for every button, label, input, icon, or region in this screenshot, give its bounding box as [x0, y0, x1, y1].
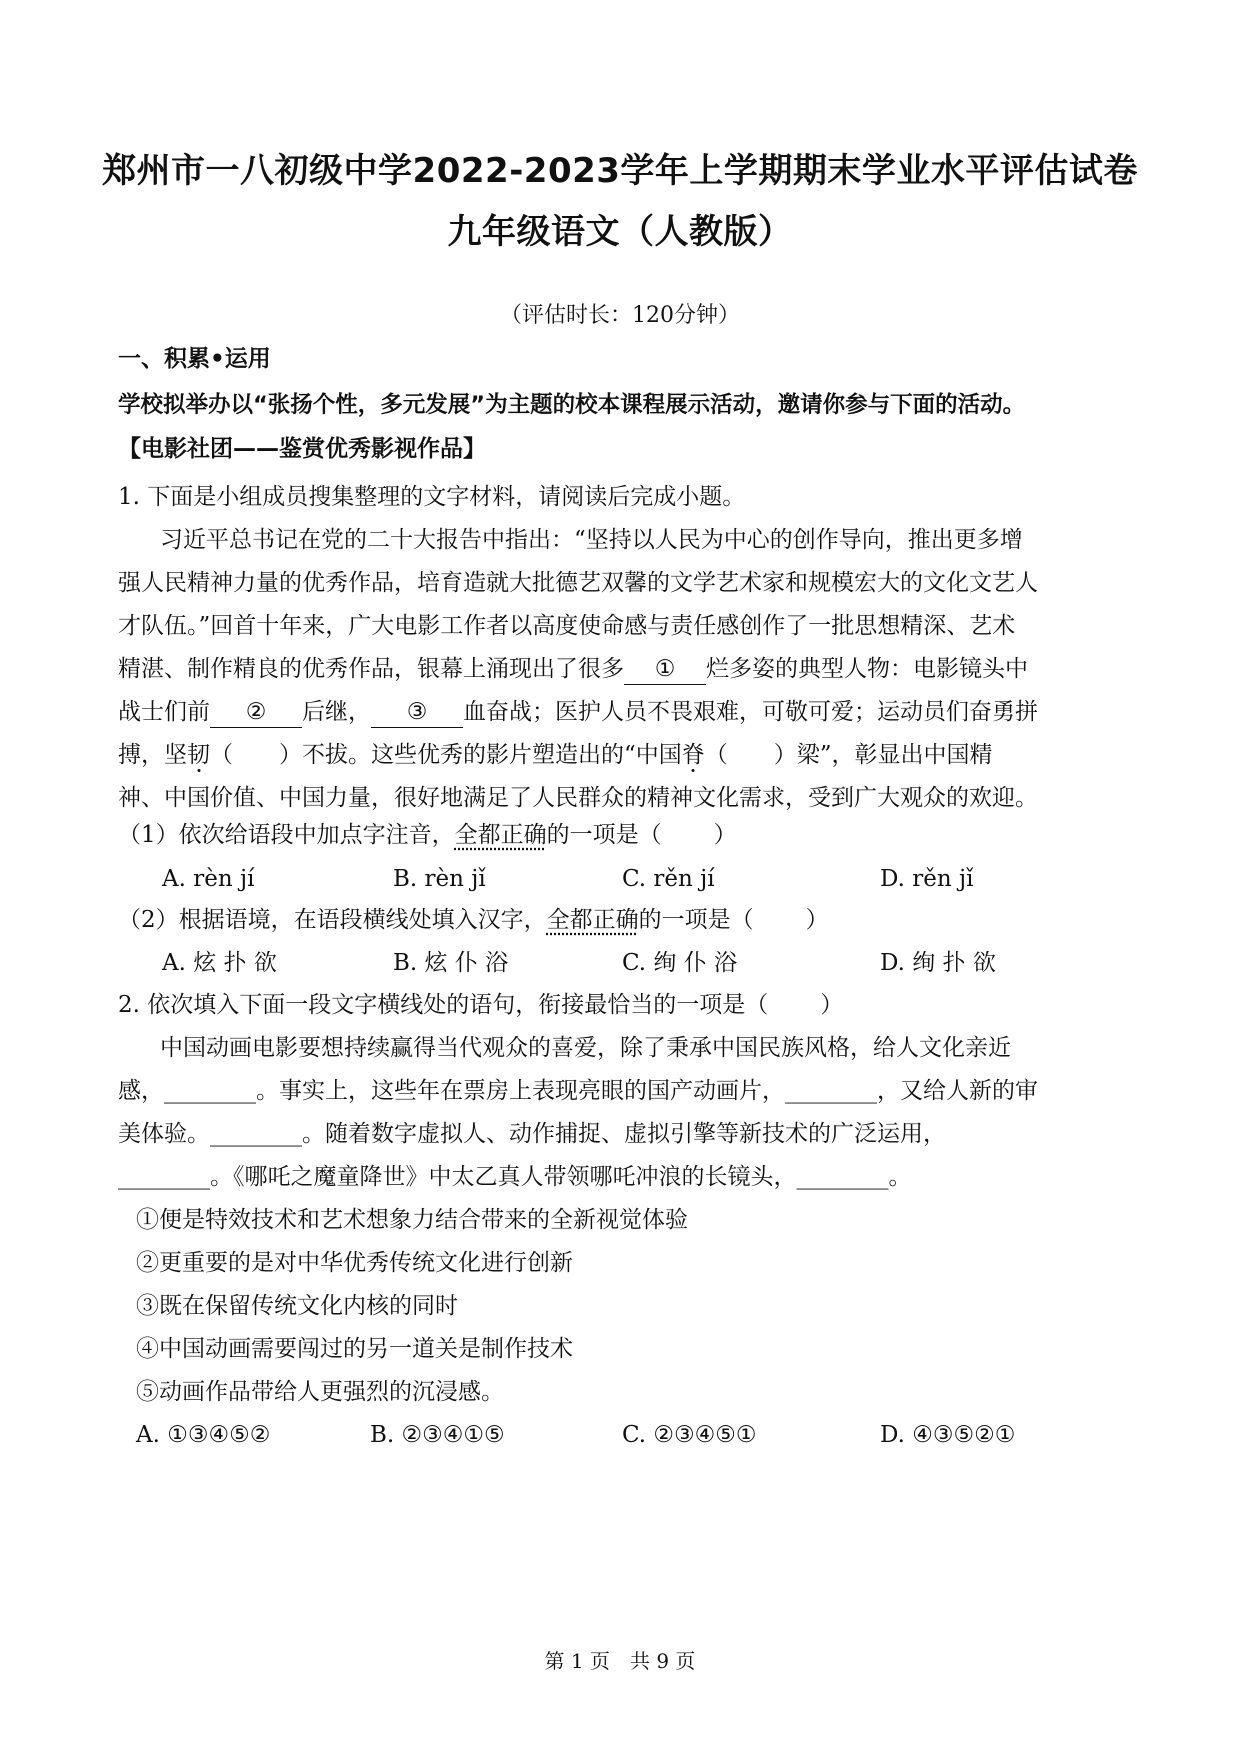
stem-text: （2）根据语境，在语段横线处填入汉字， [118, 907, 547, 933]
exam-title: 郑州市一八初级中学2022-2023学年上学期期末学业水平评估试卷 [102, 151, 1138, 191]
q2-item: ⑤动画作品带给人更强烈的沉浸感。 [136, 1379, 504, 1405]
q1-passage-line: 神、中国价值、中国力量，很好地满足了人民群众的精神文化需求，受到广大观众的欢迎。 [118, 785, 1038, 811]
q2-item: ②更重要的是对中华优秀传统文化进行创新 [136, 1250, 573, 1276]
q1-sub1-option-d: D. rěn jǐ [880, 866, 974, 892]
q2-item: ③既在保留传统文化内核的同时 [136, 1293, 458, 1319]
q1-passage-line: 才队伍。”回首十年来，广大电影工作者以高度使命感与责任感创作了一批思想精深、艺术 [118, 613, 1016, 639]
emphasis-text: 全都正确 [546, 907, 639, 933]
q2-option-b: B. ②③④①⑤ [370, 1422, 505, 1448]
q2-passage-line: 美体验。________。随着数字虚拟人、动作捕捉、虚拟引擎等新技术的广泛运用， [118, 1121, 946, 1147]
blank-3: ③ [371, 697, 463, 728]
q1-passage-line: 强人民精神力量的优秀作品，培育造就大批德艺双馨的文学艺术家和规模宏大的文化文艺人 [118, 570, 1038, 596]
q2-item: ①便是特效技术和艺术想象力结合带来的全新视觉体验 [136, 1207, 688, 1233]
q2-passage-line: 中国动画电影要想持续赢得当代观众的喜爱，除了秉承中国民族风格，给人文化亲近 [160, 1035, 1011, 1061]
stem-text: 的一项是（ [546, 822, 662, 848]
q1-sub1-option-c: C. rěn jí [622, 866, 715, 892]
stem-text: （1）依次给语段中加点字注音， [118, 822, 455, 848]
q1-sub2-option-d: D. 绚 扑 欲 [880, 950, 996, 976]
q2-option-a: A. ①③④⑤② [136, 1422, 271, 1448]
exam-duration: （评估时长：120分钟） [500, 303, 740, 328]
section-intro: 学校拟举办以“张扬个性，多元发展”为主题的校本课程展示活动，邀请你参与下面的活动。 [118, 392, 1026, 418]
stem-text: ） [713, 822, 737, 848]
q1-passage-line [118, 654, 1028, 685]
q1-sub2-option-a: A. 炫 扑 欲 [162, 950, 277, 976]
q1-sub1-option-a: A. rèn jí [162, 866, 255, 892]
passage-text: 血奋战；医护人员不畏艰难，可敬可爱；运动员们奋勇拼 [463, 699, 1038, 725]
q1-stem: 1. 下面是小组成员搜集整理的文字材料，请阅读后完成小题。 [118, 484, 746, 510]
passage-text: 烂多姿的典型人物：电影镜头中 [706, 656, 1028, 682]
q1-passage-line [118, 697, 1038, 728]
passage-text: （ [704, 742, 728, 768]
q1-sub1-stem [118, 820, 737, 850]
emphasis-text: 全都正确 [454, 822, 547, 848]
page-footer: 第 1 页 共 9 页 [544, 1649, 696, 1673]
passage-text: ）梁”，彰显出中国精 [773, 742, 993, 768]
q1-sub2-stem [118, 905, 829, 935]
blank-1: ① [624, 654, 706, 685]
q2-item: ④中国动画需要闯过的另一道关是制作技术 [136, 1336, 573, 1362]
q1-sub1-option-b: B. rèn jǐ [393, 866, 486, 892]
q2-stem [118, 990, 843, 1020]
activity-title: 【电影社团——鉴赏优秀影视作品】 [118, 436, 486, 462]
q2-option-c: C. ②③④⑤① [622, 1422, 757, 1448]
stem-text: ） [820, 992, 844, 1018]
passage-text: 后继， [302, 699, 371, 725]
q1-sub2-option-c: C. 绚 仆 浴 [622, 950, 738, 976]
q2-option-d: D. ④③⑤②① [880, 1422, 1016, 1448]
q1-passage-line: 习近平总书记在党的二十大报告中指出：“坚持以人民为中心的创作导向，推出更多增 [160, 527, 1023, 553]
passage-text: （ [210, 742, 233, 768]
stem-text: ） [805, 907, 829, 933]
q2-passage-line: ________。《哪吒之魔童降世》中太乙真人带领哪吒冲浪的长镜头，________。 [118, 1164, 912, 1190]
q2-passage-line: 感，________。事实上，这些年在票房上表现亮眼的国产动画片，________，又给人新的审 [118, 1078, 1038, 1104]
exam-subtitle: 九年级语文（人教版） [447, 212, 793, 252]
passage-text: 战士们前 [118, 699, 210, 725]
passage-text: ）不拔。这些优秀的影片塑造出的“中国 [279, 742, 682, 768]
stem-text: 的一项是（ [638, 907, 754, 933]
passage-text: 搏，坚 [118, 742, 187, 768]
stem-text: 2. 依次填入下面一段文字横线处的语句，衔接最恰当的一项是（ [118, 992, 769, 1018]
q1-passage-line [118, 740, 993, 770]
q1-sub2-option-b: B. 炫 仆 浴 [393, 950, 509, 976]
section-heading: 一、积累•运用 [118, 346, 271, 372]
passage-text: 精湛、制作精良的优秀作品，银幕上涌现出了很多 [118, 656, 624, 682]
dotted-char: 韧 [187, 742, 210, 768]
dotted-char: 脊 [681, 742, 705, 768]
blank-2: ② [210, 697, 302, 728]
